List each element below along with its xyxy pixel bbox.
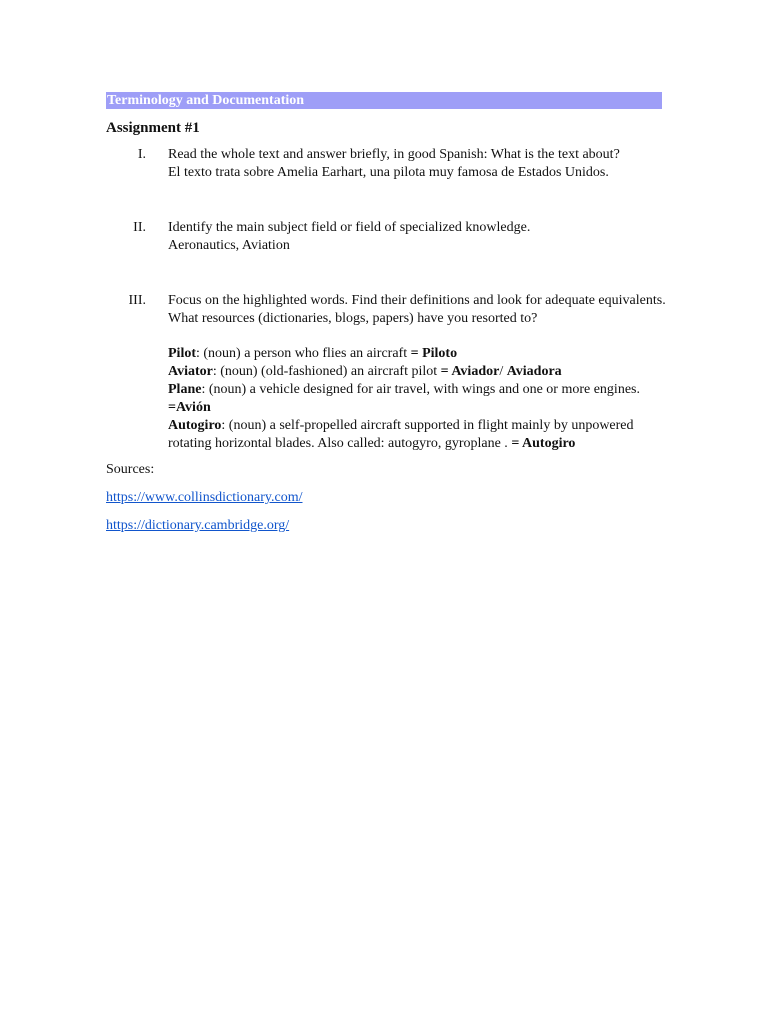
question-2-prompt: Identify the main subject field or field of specialized knowledge. [168, 220, 531, 235]
equivalent-autogiro: = Autogiro [511, 436, 576, 451]
spacer [168, 328, 668, 345]
term-entry-plane [168, 381, 668, 399]
definition-aviator: : (noun) (old-fashioned) an aircraft pilot [212, 364, 441, 379]
question-2-numeral: II. [133, 220, 146, 235]
course-title: Terminology and Documentation [107, 93, 305, 108]
question-3-body [168, 292, 668, 453]
course-title-bar [106, 92, 662, 109]
equivalent-plane: =Avión [168, 400, 211, 415]
definition-autogiro-2: rotating horizontal blades. Also called: autogyro, gyroplane . [168, 436, 512, 451]
question-1-answer: El texto trata sobre Amelia Earhart, una pilota muy famosa de Estados Unidos. [168, 165, 609, 180]
term-plane: Plane [168, 382, 202, 397]
question-2-body [168, 219, 668, 255]
question-1-numeral: I. [137, 147, 146, 162]
term-pilot: Pilot [168, 346, 196, 361]
sources-label: Sources: [106, 462, 155, 477]
definition-pilot: : (noun) a person who flies an aircraft [196, 346, 411, 361]
question-1-body [168, 146, 668, 182]
question-3-prompt-line-1: Focus on the highlighted words. Find their definitions and look for adequate equivalents. [168, 293, 666, 308]
assignment-title: Assignment #1 [106, 120, 200, 136]
source-link-cambridge[interactable]: https://dictionary.cambridge.org/ [106, 518, 290, 533]
term-entry-pilot [168, 345, 668, 363]
equivalent-aviator: = Aviador [440, 364, 500, 379]
question-1-prompt: Read the whole text and answer briefly, in good Spanish: What is the text about? [168, 147, 620, 162]
question-3-prompt-line-2: What resources (dictionaries, blogs, papers) have you resorted to? [168, 311, 538, 326]
term-entry-autogiro-cont [168, 435, 668, 453]
term-aviator: Aviator [168, 364, 213, 379]
question-3-numeral: III. [128, 293, 146, 308]
source-link-collins[interactable]: https://www.collinsdictionary.com/ [106, 490, 303, 505]
term-entry-autogiro [168, 417, 668, 435]
equivalent-pilot: = Piloto [410, 346, 458, 361]
equivalent-separator: / [499, 364, 507, 379]
definition-plane: : (noun) a vehicle designed for air travel, with wings and one or more engines. [201, 382, 640, 397]
question-2-answer: Aeronautics, Aviation [168, 238, 290, 253]
definition-autogiro-1: : (noun) a self-propelled aircraft supported in flight mainly by unpowered [221, 418, 634, 433]
equivalent-plane-line [168, 399, 668, 417]
equivalent-aviator-2: Aviadora [506, 364, 562, 379]
term-autogiro: Autogiro [168, 418, 222, 433]
term-entry-aviator [168, 363, 668, 381]
